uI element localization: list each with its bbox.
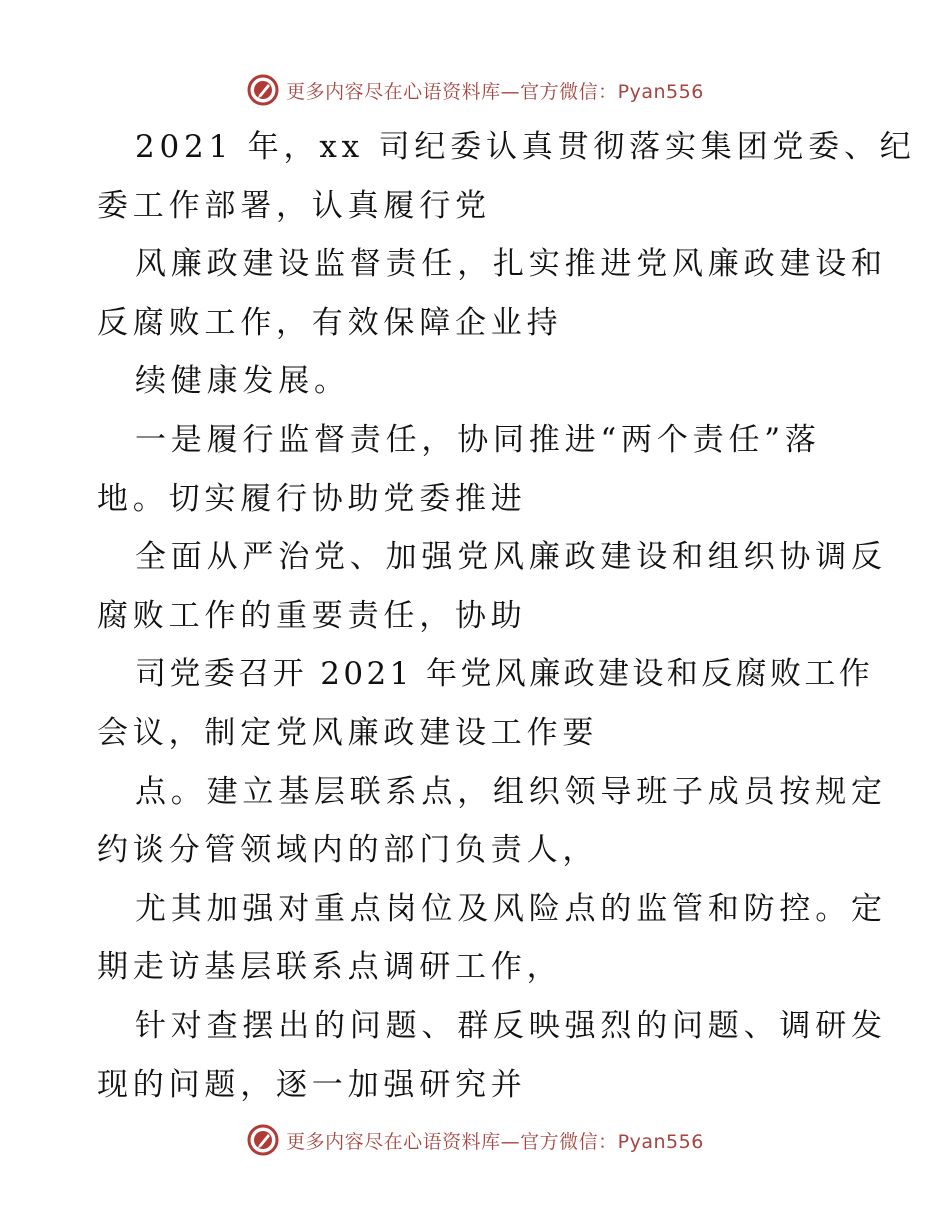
body-line-8: 全面从严治党、加强党风廉政建设和组织协调反 bbox=[135, 539, 887, 576]
body-line-13: 约谈分管领域内的部门负责人， bbox=[97, 832, 599, 869]
body-line-2: 委工作部署，认真履行党 bbox=[97, 187, 491, 224]
body-line-6: 一是履行监督责任，协同推进“两个责任”落 bbox=[135, 421, 821, 458]
watermark-text: 更多内容尽在心语资料库—官方微信：Pyan556 bbox=[286, 80, 704, 103]
body-line-15: 期走访基层联系点调研工作， bbox=[97, 949, 563, 986]
body-line-1: 2021 年，xx 司纪委认真贯彻落实集团党委、纪 bbox=[135, 129, 916, 165]
body-line-10: 司党委召开 2021 年党风廉政建设和反腐败工作 bbox=[135, 656, 874, 693]
pen-circle-logo-icon bbox=[246, 1123, 280, 1157]
body-line-14: 尤其加强对重点岗位及风险点的监管和防控。定 bbox=[135, 890, 887, 927]
footer-watermark bbox=[0, 1122, 950, 1158]
watermark-text: 更多内容尽在心语资料库—官方微信：Pyan556 bbox=[286, 1130, 704, 1153]
body-line-12: 点。建立基层联系点，组织领导班子成员按规定 bbox=[135, 773, 887, 810]
body-line-7: 地。切实履行协助党委推进 bbox=[97, 480, 527, 517]
body-line-9: 腐败工作的重要责任，协助 bbox=[97, 597, 527, 634]
header-watermark bbox=[0, 72, 950, 108]
pen-circle-logo-icon bbox=[246, 73, 280, 107]
body-line-11: 会议，制定党风廉政建设工作要 bbox=[97, 714, 599, 751]
body-line-5: 续健康发展。 bbox=[135, 363, 350, 400]
body-line-3: 风廉政建设监督责任，扎实推进党风廉政建设和 bbox=[135, 246, 887, 283]
body-line-17: 现的问题，逐一加强研究并 bbox=[97, 1066, 527, 1103]
body-line-16: 针对查摆出的问题、群反映强烈的问题、调研发 bbox=[135, 1007, 887, 1044]
document-body bbox=[97, 118, 916, 1114]
body-line-4: 反腐败工作，有效保障企业持 bbox=[97, 304, 563, 341]
